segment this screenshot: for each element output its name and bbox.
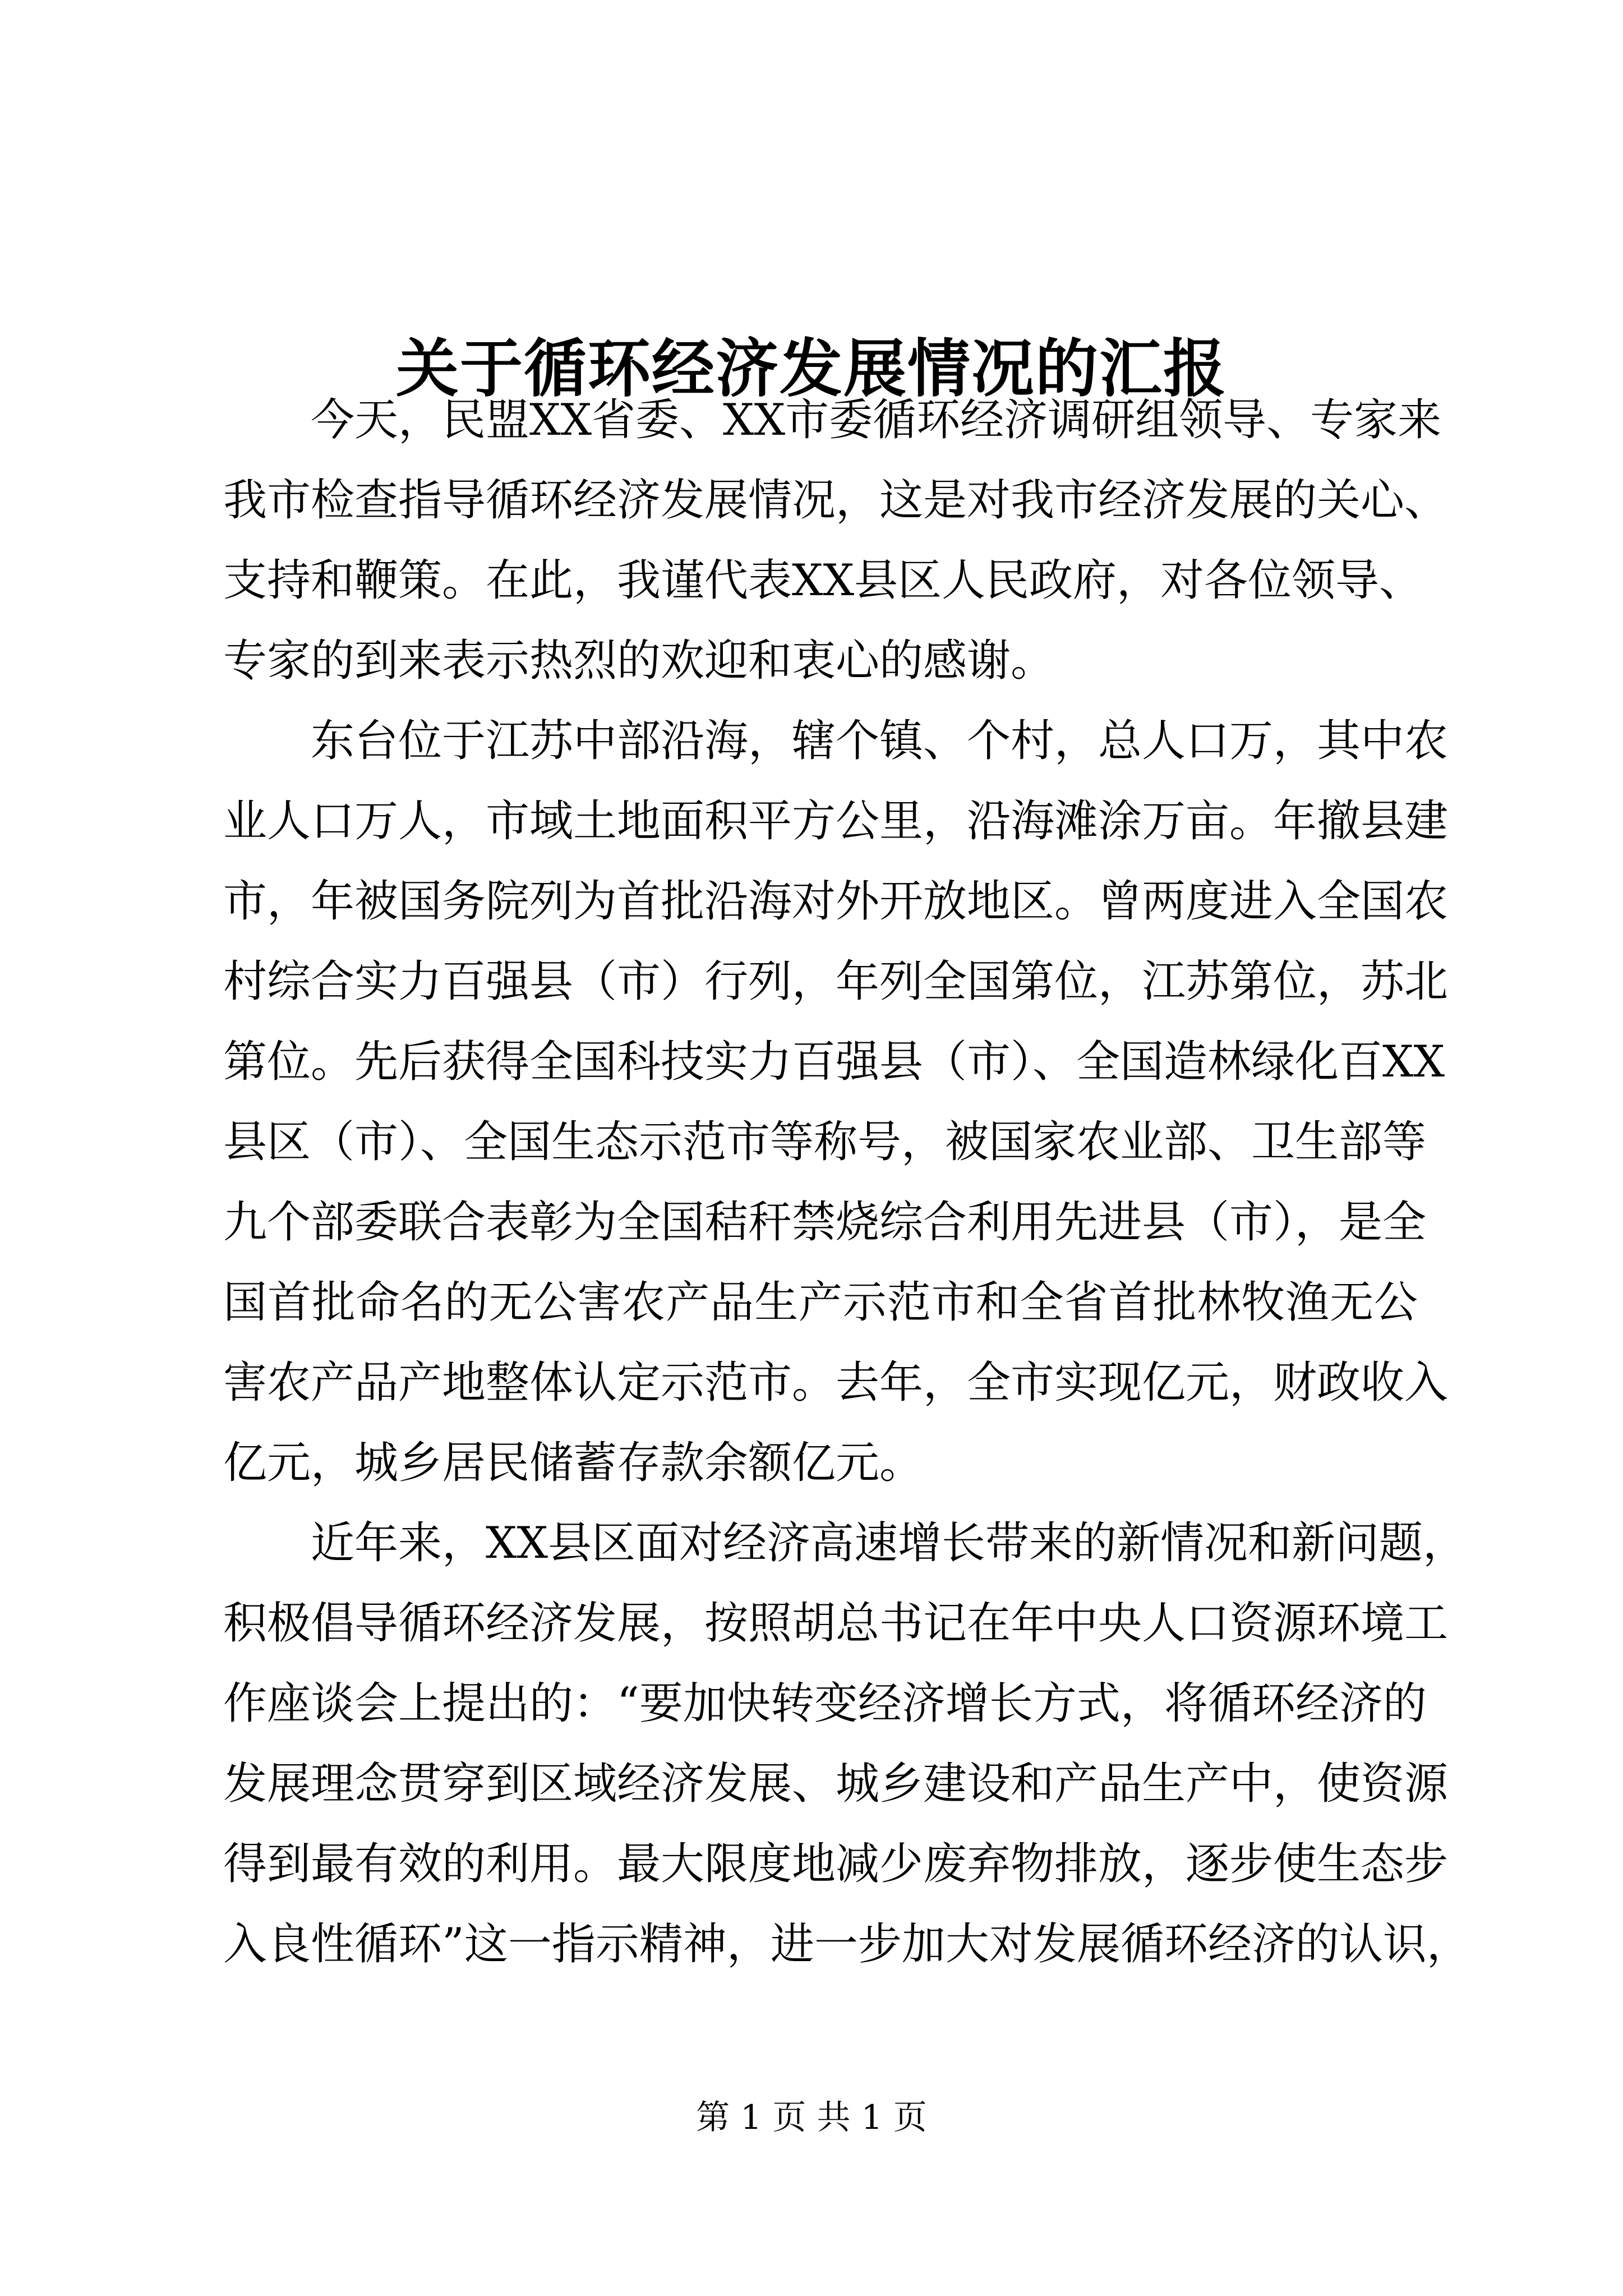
body-line: 作座谈会上提出的：“要加快转变经济增长方式，将循环经济的 — [223, 1678, 1427, 1729]
body-line: 村综合实力百强县（市）行列，年列全国第位，江苏第位，苏北 — [223, 956, 1449, 1007]
page-footer: 第 1 页 共 1 页 — [696, 2098, 927, 2137]
body-line: 入良性循环”这一指示精神，进一步加大对发展循环经济的认识， — [223, 1919, 1470, 1970]
body-line: 支持和鞭策。在此，我谨代表XX县区人民政府，对各位领导、 — [223, 555, 1423, 606]
body-line: 业人口万人，市域土地面积平方公里，沿海滩涂万亩。年撤县建 — [223, 796, 1449, 846]
body-line: 害农产品产地整体认定示范市。去年，全市实现亿元，财政收入 — [223, 1358, 1449, 1408]
body-line: 今天，民盟XX省委、XX市委循环经济调研组领导、专家来 — [311, 395, 1442, 445]
body-line: 发展理念贯穿到区域经济发展、城乡建设和产品生产中，使资源 — [223, 1759, 1449, 1809]
body-line: 亿元，城乡居民储蓄存款余额亿元。 — [223, 1438, 924, 1488]
body-line: 积极倡导循环经济发展，按照胡总书记在年中央人口资源环境工 — [223, 1598, 1449, 1649]
body-line: 得到最有效的利用。最大限度地减少废弃物排放，逐步使生态步 — [223, 1839, 1449, 1889]
document-title: 关于循环经济发展情况的汇报 — [396, 332, 1227, 406]
body-line: 九个部委联合表彰为全国秸秆禁烧综合利用先进县（市），是全 — [223, 1197, 1427, 1248]
body-line: 县区（市）、全国生态示范市等称号，被国家农业部、卫生部等 — [223, 1117, 1427, 1167]
body-line: 国首批命名的无公害农产品生产示范市和全省首批林牧渔无公 — [223, 1277, 1418, 1328]
body-line: 东台位于江苏中部沿海，辖个镇、个村，总人口万，其中农 — [311, 716, 1449, 766]
body-line: 市，年被国务院列为首批沿海对外开放地区。曾两度进入全国农 — [223, 876, 1449, 927]
body-line: 第位。先后获得全国科技实力百强县（市）、全国造林绿化百XX — [223, 1037, 1445, 1087]
document-body — [223, 380, 1470, 1985]
body-line: 我市检查指导循环经济发展情况，这是对我市经济发展的关心、 — [223, 475, 1449, 526]
body-line: 近年来，XX县区面对经济高速增长带来的新情况和新问题， — [311, 1518, 1467, 1568]
body-line: 专家的到来表示热烈的欢迎和衷心的感谢。 — [223, 636, 1055, 686]
